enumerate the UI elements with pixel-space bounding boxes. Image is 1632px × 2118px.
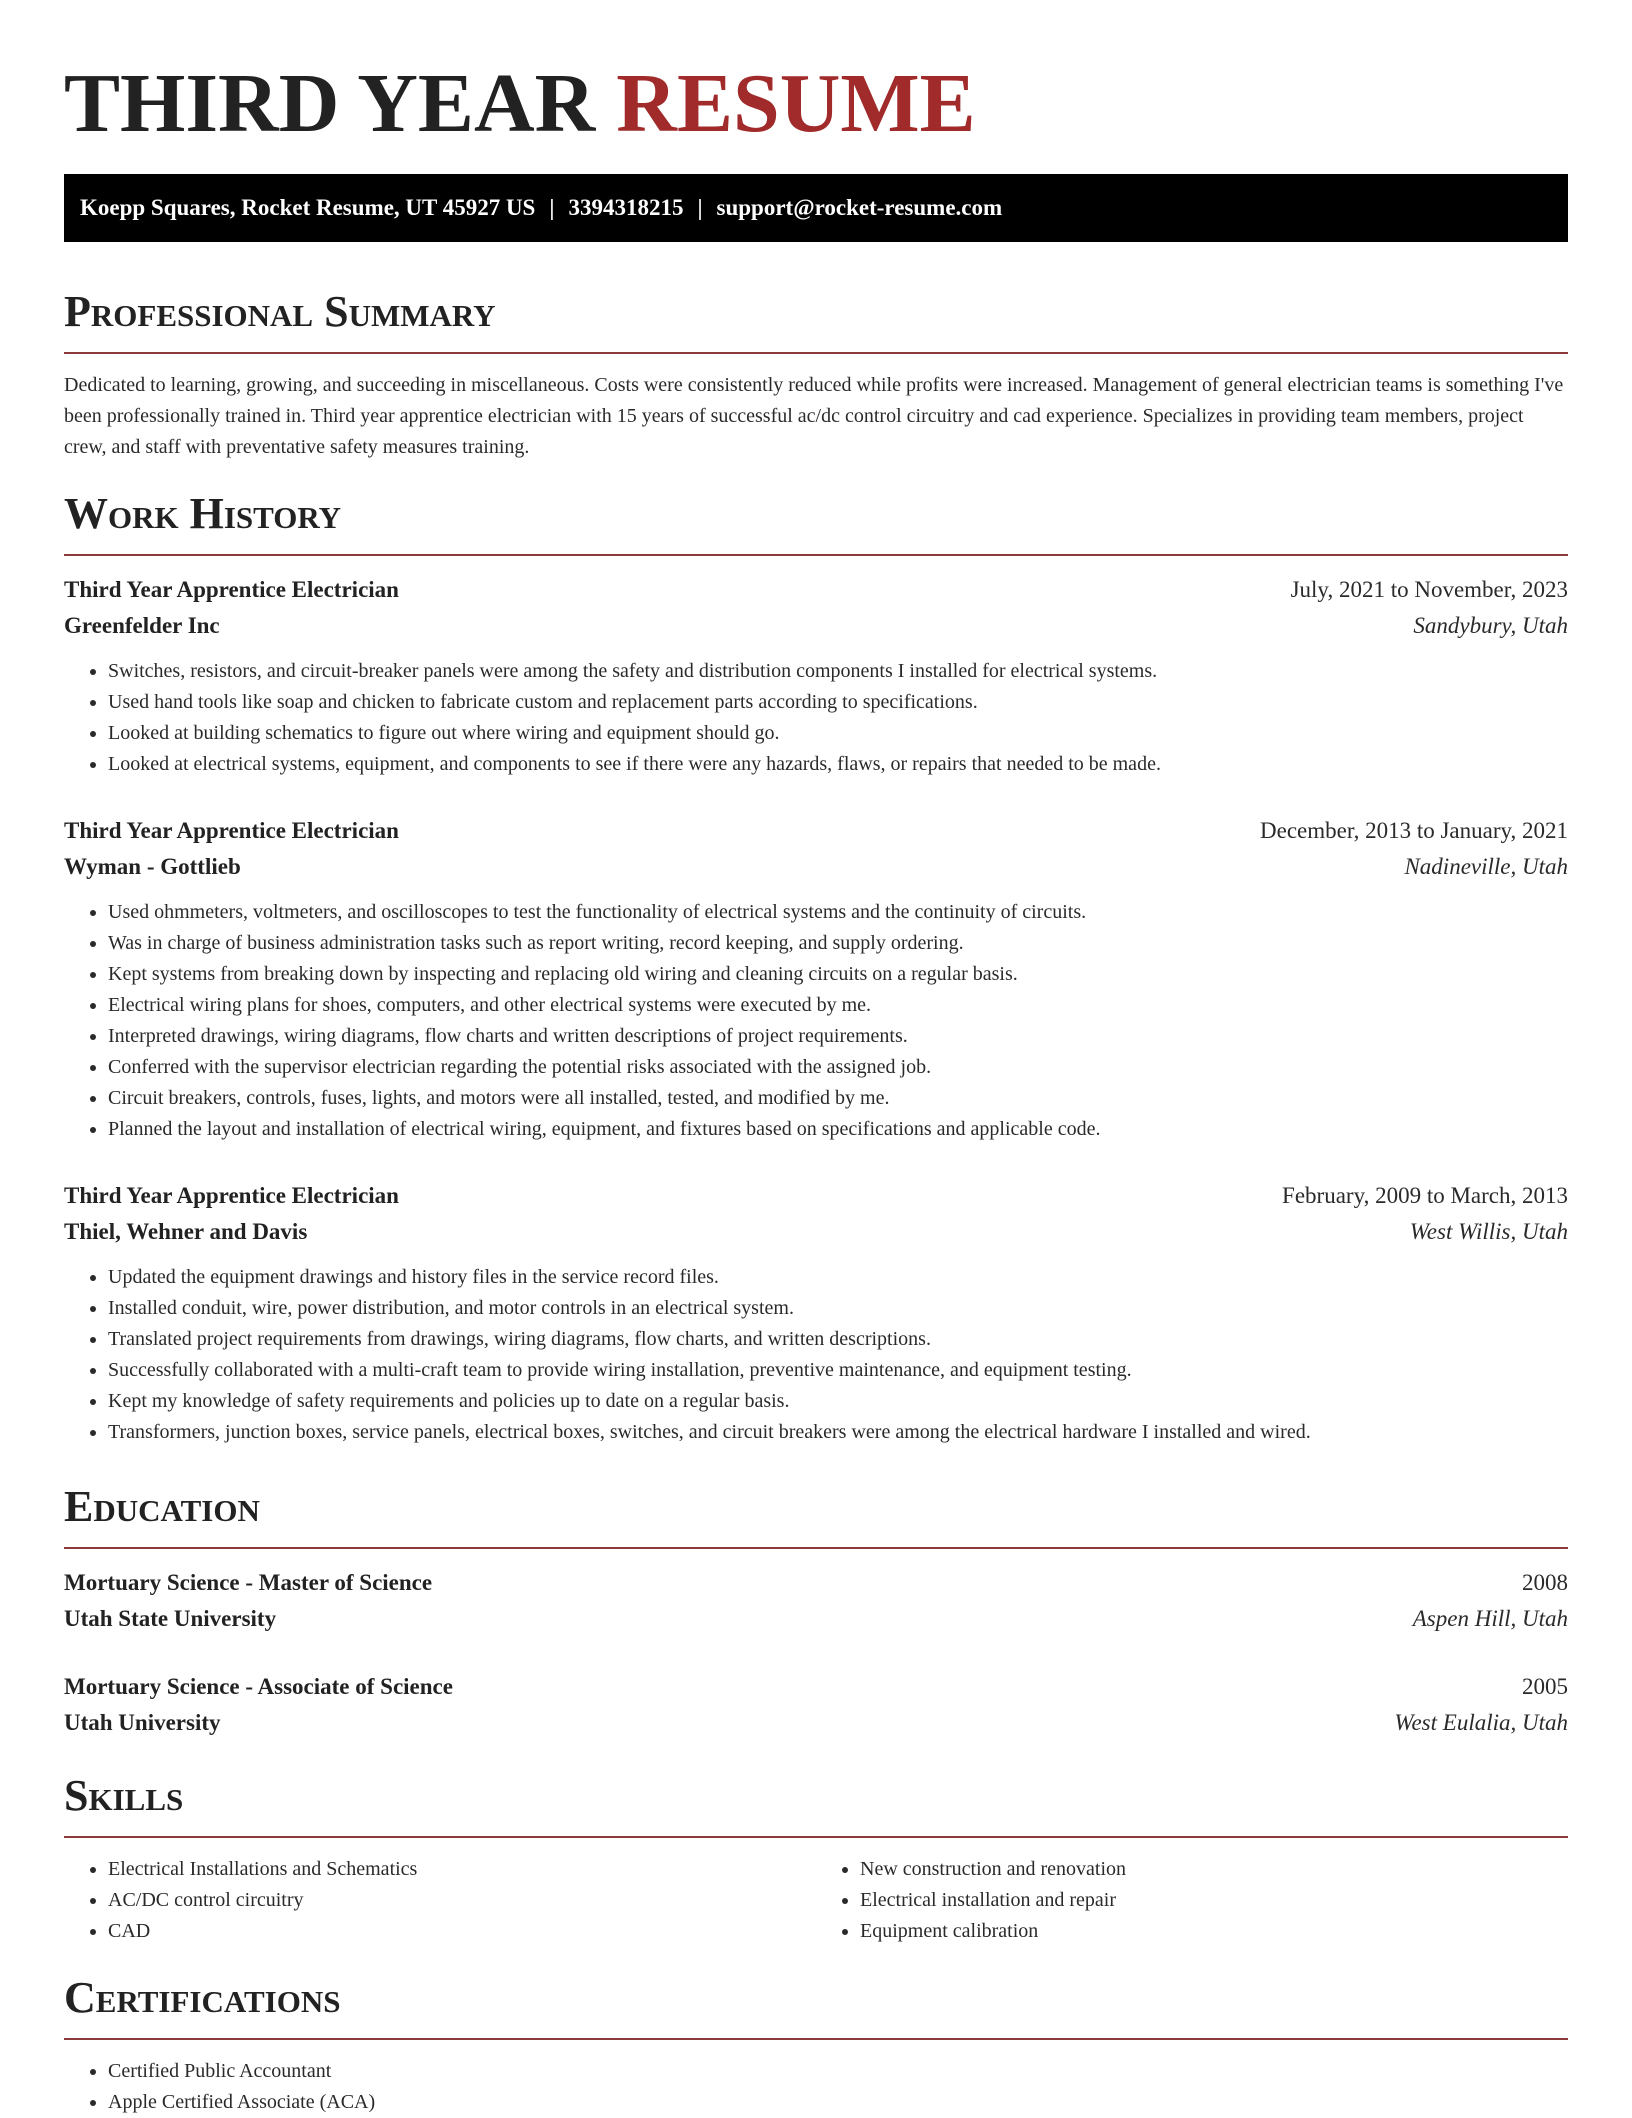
title-main: THIRD YEAR xyxy=(64,57,596,150)
skills-section xyxy=(64,1770,1568,1947)
list-item: • Electrical wiring plans for shoes, computers, and other electrical systems were executed by me. xyxy=(108,990,1568,1021)
section-divider xyxy=(64,554,1568,556)
job-dates: July, 2021 to November, 2023 xyxy=(1290,577,1568,602)
job-title: Third Year Apprentice Electrician xyxy=(64,577,399,602)
summary-section xyxy=(64,286,1568,463)
job-location: Nadineville, Utah xyxy=(1404,854,1568,879)
job-dates: December, 2013 to January, 2021 xyxy=(1260,818,1568,843)
summary-heading: Professional Summary xyxy=(64,287,496,336)
job-company: Wyman - Gottlieb xyxy=(64,854,241,879)
job-dates: February, 2009 to March, 2013 xyxy=(1282,1183,1568,1208)
job-header-row xyxy=(64,1178,1568,1214)
education-degree-row xyxy=(64,1565,1568,1601)
list-item: • Conferred with the supervisor electrician regarding the potential risks associated with the assigned job. xyxy=(108,1052,1568,1083)
job-company-row xyxy=(64,849,1568,885)
education-heading: Education xyxy=(64,1482,260,1531)
education-school: Utah University xyxy=(64,1710,221,1735)
list-item: • AC/DC control circuitry xyxy=(108,1885,816,1916)
certifications-heading: Certifications xyxy=(64,1973,341,2022)
education-school: Utah State University xyxy=(64,1606,277,1631)
list-item: • Translated project requirements from drawings, wiring diagrams, flow charts, and written descriptions. xyxy=(108,1324,1568,1355)
list-item: • Successfully collaborated with a multi-craft team to provide wiring installation, preventive maintenance, and equipment testing. xyxy=(108,1355,1568,1386)
education-school-row xyxy=(64,1601,1568,1637)
education-location: West Eulalia, Utah xyxy=(1394,1710,1568,1735)
job-title: Third Year Apprentice Electrician xyxy=(64,818,399,843)
contact-phone: 3394318215 xyxy=(568,195,684,220)
education-entry xyxy=(64,1669,1568,1741)
contact-email: support@rocket-resume.com xyxy=(716,195,1003,220)
list-item: • Planned the layout and installation of electrical wiring, equipment, and fixtures based on specifications and applicable code. xyxy=(108,1114,1568,1145)
skills-heading: Skills xyxy=(64,1771,184,1820)
list-item: • Used ohmmeters, voltmeters, and oscilloscopes to test the functionality of electrical systems and the continuity of circuits. xyxy=(108,897,1568,928)
education-degree: Mortuary Science - Master of Science xyxy=(64,1570,433,1595)
skills-list-right xyxy=(816,1854,1568,1947)
education-section xyxy=(64,1481,1568,1741)
list-item: • Was in charge of business administration tasks such as report writing, record keeping, and supply ordering. xyxy=(108,928,1568,959)
list-item: • CAD xyxy=(108,1916,816,1947)
job-header-row xyxy=(64,813,1568,849)
job-entry xyxy=(64,1178,1568,1448)
education-degree: Mortuary Science - Associate of Science xyxy=(64,1674,453,1699)
job-company: Greenfelder Inc xyxy=(64,613,220,638)
certifications-list xyxy=(64,2056,1568,2118)
job-bullets xyxy=(64,1262,1568,1448)
list-item: • Equipment calibration xyxy=(860,1916,1568,1947)
summary-text: Dedicated to learning, growing, and succeeding in miscellaneous. Costs were consistently reduced while profits were increased. Management of general electrician teams is something I've been professionally trained in. Third year apprentice electrician with 15 years of successful ac/dc control circuitry and cad experience. Specializes in providing team members, project crew, and staff with preventative safety measures training. xyxy=(64,374,1564,458)
list-item: • Switches, resistors, and circuit-breaker panels were among the safety and distribution components I installed for electrical systems. xyxy=(108,656,1568,687)
contact-address: Koepp Squares, Rocket Resume, UT 45927 US xyxy=(80,195,536,220)
contact-bar xyxy=(64,174,1568,242)
list-item: • Transformers, junction boxes, service panels, electrical boxes, switches, and circuit breakers were among the electrical hardware I installed and wired. xyxy=(108,1417,1568,1448)
job-header-row xyxy=(64,572,1568,608)
contact-separator: | xyxy=(549,195,555,220)
contact-separator: | xyxy=(697,195,703,220)
education-entry xyxy=(64,1565,1568,1637)
job-bullets xyxy=(64,656,1568,780)
resume-title xyxy=(64,0,1568,150)
skills-grid xyxy=(64,1838,1568,1947)
education-school-row xyxy=(64,1705,1568,1741)
list-item: • Electrical Installations and Schematics xyxy=(108,1854,816,1885)
list-item: • Circuit breakers, controls, fuses, lights, and motors were all installed, tested, and modified by me. xyxy=(108,1083,1568,1114)
section-divider xyxy=(64,1547,1568,1549)
title-accent: RESUME xyxy=(616,57,976,150)
work-history-section xyxy=(64,488,1568,1448)
list-item: • Kept systems from breaking down by inspecting and replacing old wiring and cleaning circuits on a regular basis. xyxy=(108,959,1568,990)
education-year: 2008 xyxy=(1522,1570,1568,1595)
job-entry xyxy=(64,813,1568,1145)
list-item: • Updated the equipment drawings and history files in the service record files. xyxy=(108,1262,1568,1293)
job-location: Sandybury, Utah xyxy=(1413,613,1568,638)
list-item: • Installed conduit, wire, power distribution, and motor controls in an electrical system. xyxy=(108,1293,1568,1324)
job-title: Third Year Apprentice Electrician xyxy=(64,1183,399,1208)
list-item: • Electrical installation and repair xyxy=(860,1885,1568,1916)
list-item: • Interpreted drawings, wiring diagrams, flow charts and written descriptions of project requirements. xyxy=(108,1021,1568,1052)
section-divider xyxy=(64,2038,1568,2040)
education-location: Aspen Hill, Utah xyxy=(1412,1606,1568,1631)
list-item: • Apple Certified Associate (ACA) xyxy=(108,2087,1568,2118)
list-item: • Used hand tools like soap and chicken to fabricate custom and replacement parts according to specifications. xyxy=(108,687,1568,718)
job-location: West Willis, Utah xyxy=(1409,1219,1568,1244)
work-history-heading: Work History xyxy=(64,489,342,538)
list-item: • Certified Public Accountant xyxy=(108,2056,1568,2087)
job-entry xyxy=(64,572,1568,780)
job-company: Thiel, Wehner and Davis xyxy=(64,1219,308,1244)
list-item: • Kept my knowledge of safety requirements and policies up to date on a regular basis. xyxy=(108,1386,1568,1417)
education-year: 2005 xyxy=(1522,1674,1568,1699)
education-degree-row xyxy=(64,1669,1568,1705)
job-company-row xyxy=(64,608,1568,644)
skills-list-left xyxy=(64,1854,816,1947)
list-item: • Looked at electrical systems, equipment, and components to see if there were any hazards, flaws, or repairs that needed to be made. xyxy=(108,749,1568,780)
job-company-row xyxy=(64,1214,1568,1250)
list-item: • Looked at building schematics to figure out where wiring and equipment should go. xyxy=(108,718,1568,749)
job-bullets xyxy=(64,897,1568,1145)
certifications-section xyxy=(64,1972,1568,2118)
section-divider xyxy=(64,352,1568,354)
list-item: • New construction and renovation xyxy=(860,1854,1568,1885)
